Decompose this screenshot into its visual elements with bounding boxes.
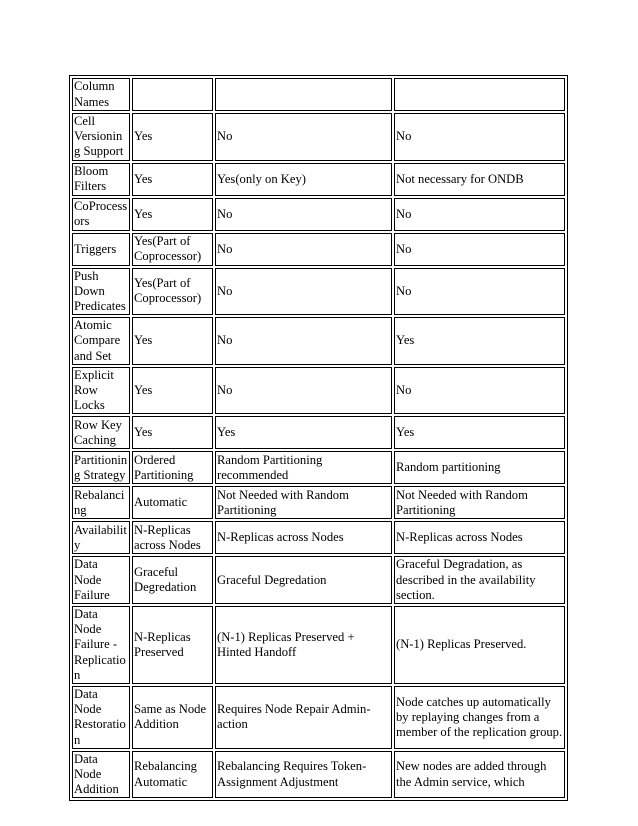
value-cell: No [394,268,565,316]
table-row [72,78,565,111]
feature-cell: Data Node Restoration [72,686,130,749]
table-row [72,606,565,684]
value-cell: N-Replicas across Nodes [132,521,213,554]
feature-cell: Data Node Failure - Replication [72,606,130,684]
value-cell: Random Partitioning recommended [215,451,392,484]
value-cell: Ordered Partitioning [132,451,213,484]
feature-cell: Cell Versioning Support [72,113,130,161]
value-cell: Yes(Part of Coprocessor) [132,233,213,266]
table-row [72,317,565,365]
value-cell: Rebalancing Automatic [132,751,213,799]
feature-cell: Partitioning Strategy [72,451,130,484]
feature-cell: Atomic Compare and Set [72,317,130,365]
value-cell: New nodes are added through the Admin service, which [394,751,565,799]
value-cell: Node catches up automatically by replaying changes from a member of the replication group. [394,686,565,749]
value-cell: N-Replicas Preserved [132,606,213,684]
value-cell: N-Replicas across Nodes [394,521,565,554]
table-row [72,451,565,484]
value-cell: No [394,367,565,415]
value-cell: Yes [132,317,213,365]
table-row [72,686,565,749]
table-row [72,198,565,231]
table-row [72,233,565,266]
feature-cell: Row Key Caching [72,416,130,449]
value-cell: Requires Node Repair Admin-action [215,686,392,749]
feature-cell: Column Names [72,78,130,111]
feature-cell: Rebalancing [72,486,130,519]
value-cell: Same as Node Addition [132,686,213,749]
value-cell: Yes [394,317,565,365]
table-row [72,521,565,554]
feature-cell: Data Node Addition [72,751,130,799]
table-row [72,751,565,799]
table-row [72,163,565,196]
feature-cell: Bloom Filters [72,163,130,196]
feature-cell: Data Node Failure [72,556,130,604]
table-row [72,367,565,415]
value-cell: Automatic [132,486,213,519]
value-cell: Rebalancing Requires Token-Assignment Adjustment [215,751,392,799]
value-cell: No [215,233,392,266]
feature-cell: CoProcessors [72,198,130,231]
feature-cell: Explicit Row Locks [72,367,130,415]
value-cell [215,78,392,111]
value-cell: Not Needed with Random Partitioning [215,486,392,519]
feature-cell: Availability [72,521,130,554]
value-cell: (N-1) Replicas Preserved. [394,606,565,684]
value-cell: Yes [132,163,213,196]
value-cell: Yes [215,416,392,449]
table-row [72,268,565,316]
table-row [72,556,565,604]
comparison-table [69,75,568,801]
value-cell: No [215,268,392,316]
value-cell: No [215,198,392,231]
value-cell: Not necessary for ONDB [394,163,565,196]
value-cell: Graceful Degredation [132,556,213,604]
value-cell [394,78,565,111]
value-cell: Yes(Part of Coprocessor) [132,268,213,316]
value-cell: Yes [394,416,565,449]
value-cell: Yes [132,416,213,449]
value-cell: Yes [132,113,213,161]
value-cell: Yes [132,198,213,231]
value-cell: No [394,113,565,161]
value-cell: No [215,317,392,365]
value-cell: No [215,113,392,161]
value-cell: Not Needed with Random Partitioning [394,486,565,519]
table-row [72,113,565,161]
value-cell: No [394,198,565,231]
value-cell: Random partitioning [394,451,565,484]
value-cell: Yes(only on Key) [215,163,392,196]
value-cell: (N-1) Replicas Preserved + Hinted Handoff [215,606,392,684]
value-cell: No [394,233,565,266]
feature-cell: Push Down Predicates [72,268,130,316]
value-cell: N-Replicas across Nodes [215,521,392,554]
value-cell: Graceful Degradation, as described in the availability section. [394,556,565,604]
table-row [72,416,565,449]
value-cell: Graceful Degredation [215,556,392,604]
value-cell [132,78,213,111]
table-row [72,486,565,519]
value-cell: No [215,367,392,415]
feature-cell: Triggers [72,233,130,266]
value-cell: Yes [132,367,213,415]
